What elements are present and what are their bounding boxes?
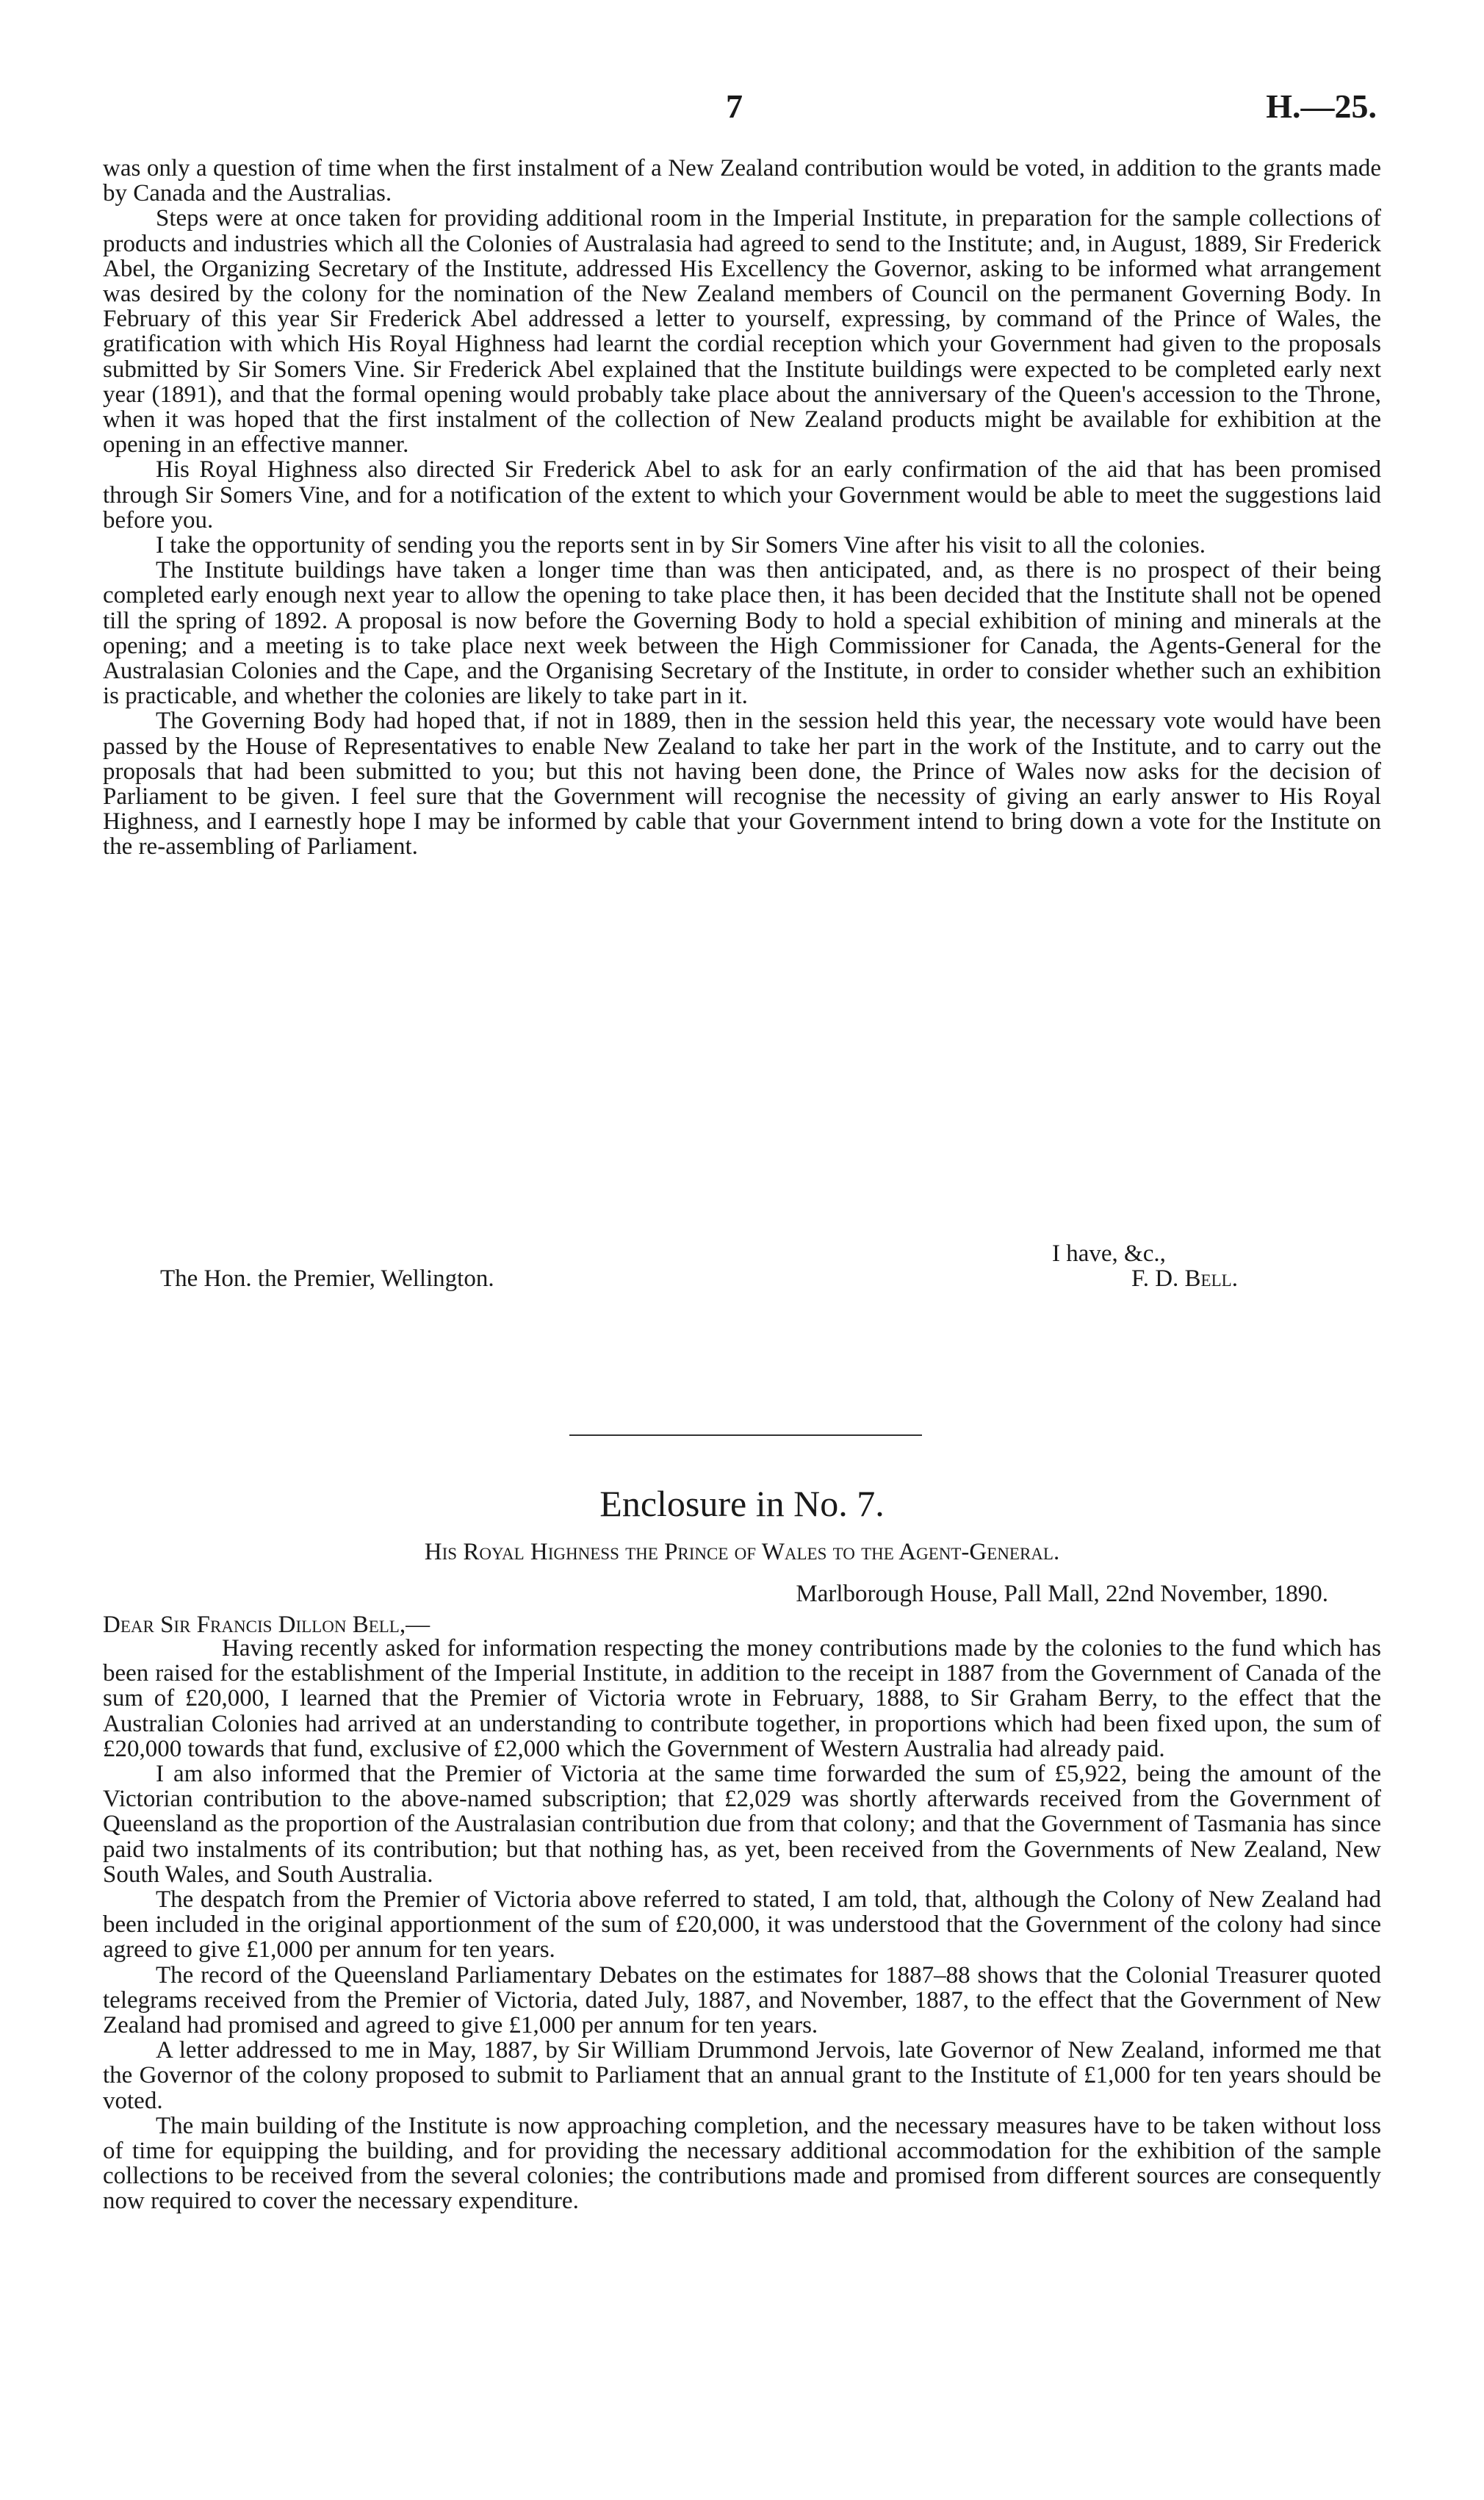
letter-paragraph: His Royal Highness also directed Sir Frederick Abel to ask for an early confirmation of the aid that has been promised through Sir Somers Vine, and for a notification of the extent to which your Government would be able to meet the suggestions laid before you.: [103, 456, 1381, 534]
enclosure-paragraph: Having recently asked for information respecting the money contributions made by the colonies to the fund which has been raised for the establishment of the Imperial Institute, in addition to the receipt in 1887 from the Government of Canada of the sum of £20,000, I learned that the Premier of Victoria wrote in February, 1888, to Sir Graham Berry, to the effect that the Australian Colonies had arrived at an understanding to contribute together, in proportions which had been fixed upon, the sum of £20,000 towards that fund, exclusive of £2,000 which the Government of Western Australia had already paid.: [103, 1635, 1381, 1762]
enclosure-paragraph: The main building of the Institute is now approaching completion, and the necessary measures have to be taken without loss of time for equipping the building, and for providing the necessary additional accommodation for the exhibition of the sample collections to be received from the several colonies; the contributions made and promised from different sources are consequently now required to cover the necessary expenditure.: [103, 2112, 1381, 2215]
letter-paragraph: The Institute buildings have taken a longer time than was then anticipated, and, as there is no prospect of their being completed early enough next year to allow the opening to take place then, it has been decided that the Institute shall not be opened till the spring of 1892. A proposal is now before the Governing Body to hold a special exhibition of mining and minerals at the opening; and a meeting is to take place next week between the High Commissioner for Canada, the Agents-General for the Australasian Colonies and the Cape, and the Organising Secretary of the Institute, in order to consider whether such an exhibition is practicable, and whether the colonies are likely to take part in it.: [103, 557, 1381, 710]
letter-body: [103, 156, 1381, 860]
enclosure-paragraph: The despatch from the Premier of Victoria above referred to stated, I am told, that, although the Colony of New Zealand had been included in the original apportionment of the sum of £20,000, it was understood that the Government of the colony had since agreed to give £1,000 per annum for ten years.: [103, 1886, 1381, 1964]
letter-paragraph: Steps were at once taken for providing additional room in the Imperial Institute, in preparation for the sample collections of products and industries which all the Colonies of Australasia had agreed to send to the Institute; and, in August, 1889, Sir Frederick Abel, the Organizing Secretary of the Institute, addressed His Excellency the Governor, asking to be informed what arrangement was desired by the colony for the nomination of the New Zealand members of Council on the permanent Governing Body. In February of this year Sir Frederick Abel addressed a letter to yourself, expressing, by command of the Prince of Wales, the gratification with which His Royal Highness had learnt the cordial reception which your Government had given to the proposals submitted by Sir Somers Vine. Sir Frederick Abel explained that the Institute buildings were expected to be completed early next year (1891), and that the formal opening would probably take place about the anniversary of the Queen's accession to the Throne, when it was hoped that the first instalment of the collection of New Zealand products might be available for exhibition at the opening in an effective manner.: [103, 205, 1381, 459]
enclosure-subtitle: His Royal Highness the Prince of Wales to the Agent-General.: [424, 1539, 1060, 1565]
enclosure-paragraph: A letter addressed to me in May, 1887, by Sir William Drummond Jervois, late Governor of New Zealand, informed me that the Governor of the colony proposed to submit to Parliament that an annual grant to the Institute of £1,000 for ten years should be voted.: [103, 2037, 1381, 2114]
letter-signature: F. D. Bell.: [1131, 1265, 1238, 1292]
section-divider: [569, 1434, 922, 1436]
letter-paragraph: The Governing Body had hoped that, if not in 1889, then in the session held this year, the necessary vote would have been passed by the House of Representatives to enable New Zealand to take her part in the work of the Institute, and to carry out the proposals that had been submitted to you; but this not having been done, the Prince of Wales now asks for the decision of Parliament to be given. I feel sure that the Government will recognise the necessity of giving an early answer to His Royal Highness, and I earnestly hope I may be informed by cable that your Government intend to bring down a vote for the Institute on the re-assembling of Parliament.: [103, 708, 1381, 861]
letter-closing: I have, &c.,: [1052, 1240, 1166, 1267]
enclosure-body: [103, 1636, 1381, 2214]
enclosure-salutation: Dear Sir Francis Dillon Bell,—: [103, 1612, 431, 1638]
letter-addressee: The Hon. the Premier, Wellington.: [160, 1265, 494, 1292]
enclosure-title: Enclosure in No. 7.: [599, 1483, 885, 1524]
page-number: 7: [726, 87, 743, 125]
enclosure-paragraph: The record of the Queensland Parliamentary Debates on the estimates for 1887–88 shows that the Colonial Treasurer quoted telegrams received from the Premier of Victoria, dated July, 1887, and November, 1887, to the effect that the Government of New Zealand had promised and agreed to give £1,000 per annum for ten years.: [103, 1961, 1381, 2039]
letter-paragraph: was only a question of time when the first instalment of a New Zealand contribution would be voted, in addition to the grants made by Canada and the Australias.: [103, 155, 1381, 207]
enclosure-address-line: Marlborough House, Pall Mall, 22nd November, 1890.: [796, 1581, 1328, 1607]
enclosure-paragraph: I am also informed that the Premier of Victoria at the same time forwarded the sum of £5,922, being the amount of the Victorian contribution to the above-named subscription; that £2,029 was shortly afterwards received from the Government of Queensland as the proportion of the Australasian contribution due from that colony; and that the Government of Tasmania has since paid two instalments of its contribution; but that nothing has, as yet, been received from the Governments of New Zealand, New South Wales, and South Australia.: [103, 1761, 1381, 1888]
letter-paragraph: I take the opportunity of sending you the reports sent in by Sir Somers Vine after his visit to all the colonies.: [156, 532, 1206, 559]
document-reference: H.—25.: [1266, 87, 1377, 125]
